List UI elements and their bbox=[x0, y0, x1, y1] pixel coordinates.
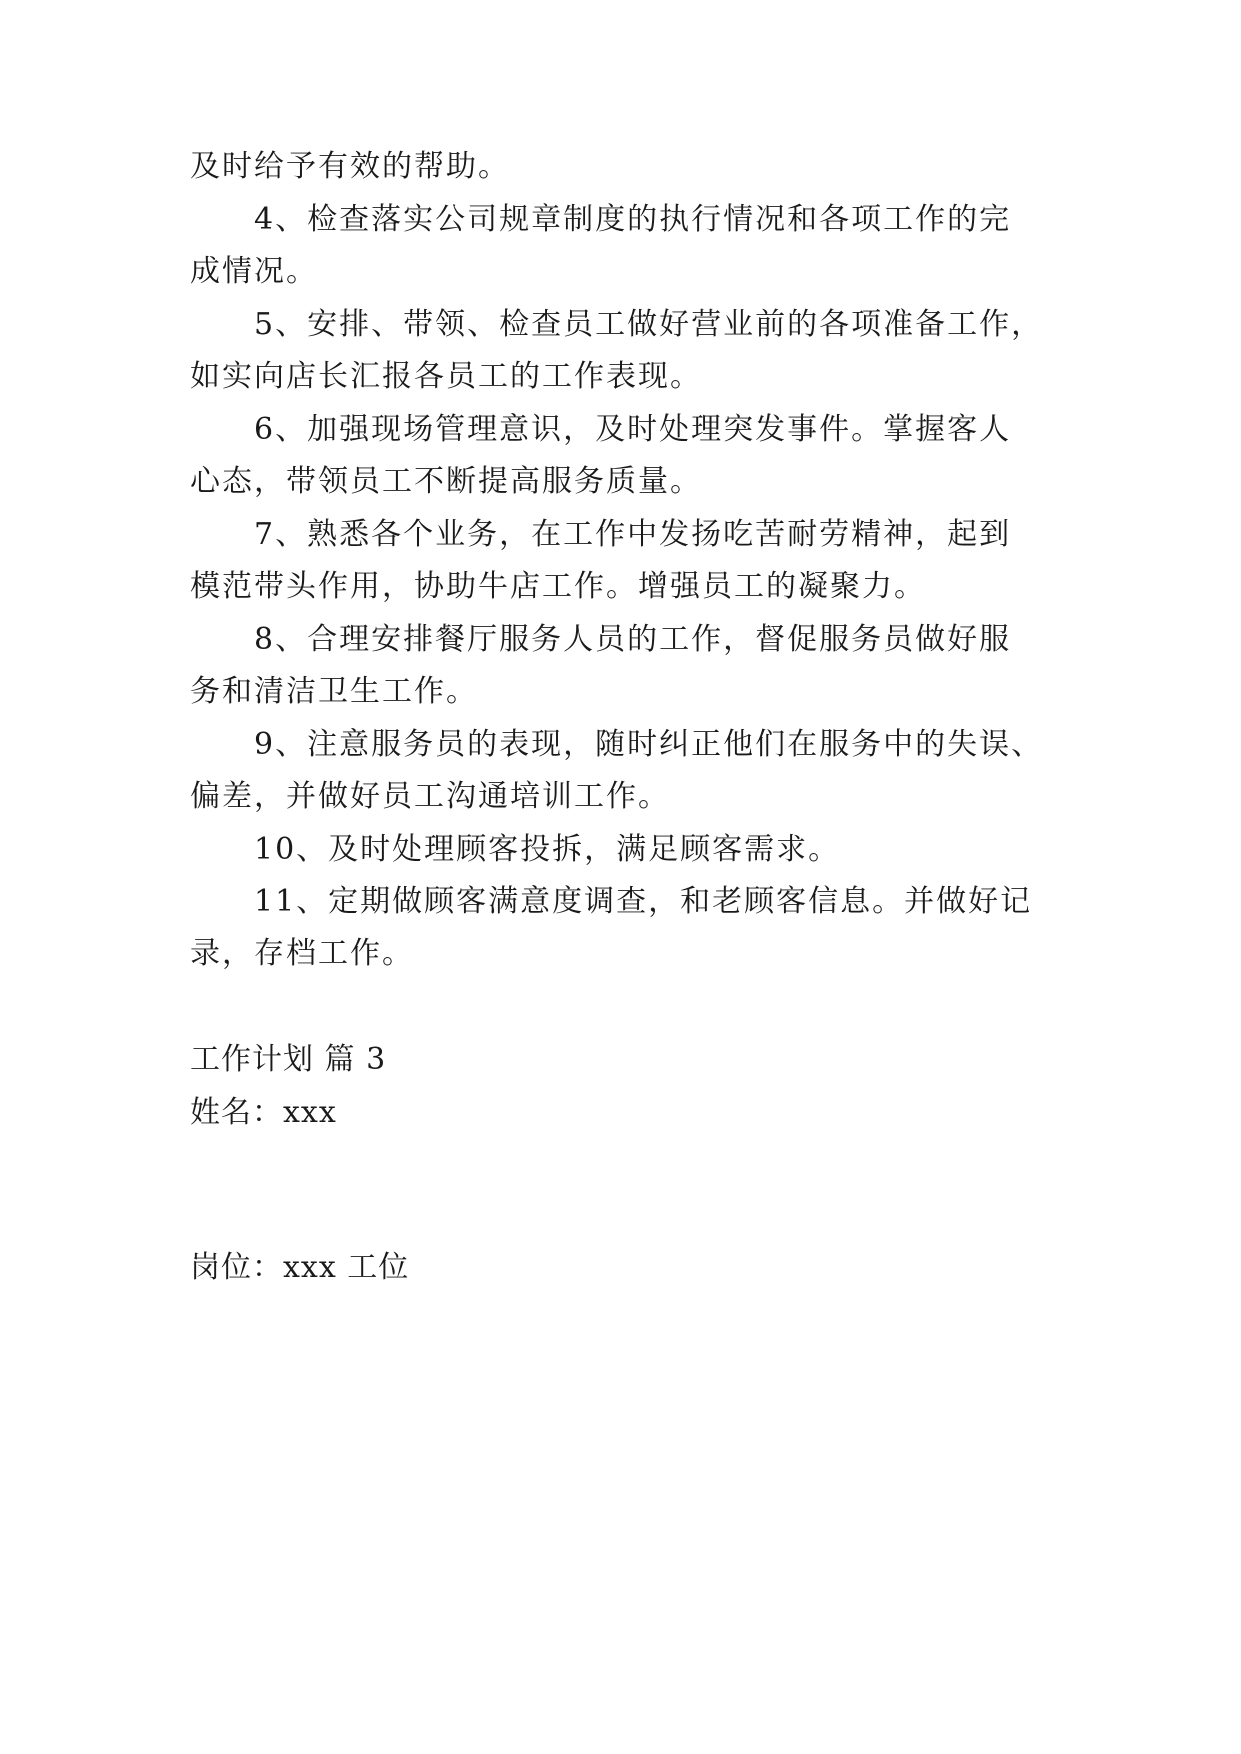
list-item-7-line-2: 模范带头作用，协助牛店工作。增强员工的凝聚力。 bbox=[190, 569, 926, 604]
name-line: 姓名：xxx bbox=[190, 1095, 337, 1130]
list-item-5-line-2: 如实向店长汇报各员工的工作表现。 bbox=[190, 359, 702, 394]
list-item-4-line-1: 4、检查落实公司规章制度的执行情况和各项工作的完 bbox=[254, 202, 1012, 237]
list-item-8-line-1: 8、合理安排餐厅服务人员的工作，督促服务员做好服 bbox=[254, 622, 1012, 657]
list-item-4-line-2: 成情况。 bbox=[190, 254, 318, 289]
section-title: 工作计划 篇 3 bbox=[190, 1042, 387, 1077]
paragraph-line: 及时给予有效的帮助。 bbox=[190, 149, 510, 184]
list-item-11-line-2: 录，存档工作。 bbox=[190, 936, 414, 971]
list-item-10-line-1: 10、及时处理顾客投拆，满足顾客需求。 bbox=[254, 832, 841, 867]
position-line: 岗位：xxx 工位 bbox=[190, 1250, 410, 1285]
list-item-5-line-1: 5、安排、带领、检查员工做好营业前的各项准备工作， bbox=[254, 307, 1044, 342]
list-item-9-line-1: 9、注意服务员的表现，随时纠正他们在服务中的失误、 bbox=[254, 727, 1044, 762]
list-item-11-line-1: 11、定期做顾客满意度调查，和老顾客信息。并做好记 bbox=[254, 884, 1033, 919]
list-item-6-line-1: 6、加强现场管理意识，及时处理突发事件。掌握客人 bbox=[254, 412, 1012, 447]
list-item-9-line-2: 偏差，并做好员工沟通培训工作。 bbox=[190, 779, 670, 814]
list-item-8-line-2: 务和清洁卫生工作。 bbox=[190, 674, 478, 709]
list-item-6-line-2: 心态，带领员工不断提高服务质量。 bbox=[190, 464, 702, 499]
list-item-7-line-1: 7、熟悉各个业务，在工作中发扬吃苦耐劳精神，起到 bbox=[254, 517, 1012, 552]
